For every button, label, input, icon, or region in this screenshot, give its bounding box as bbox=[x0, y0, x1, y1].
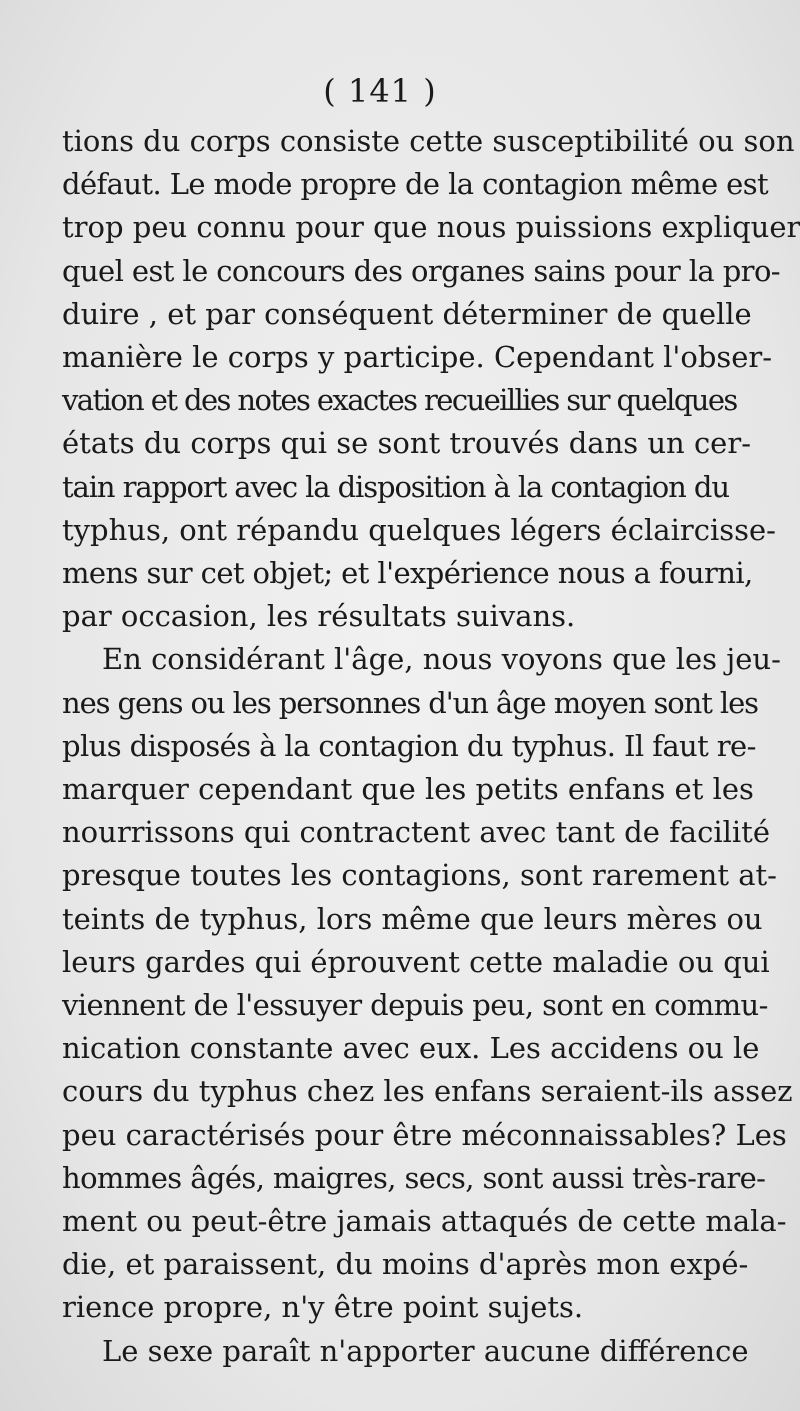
page-number: ( 141 ) bbox=[323, 72, 437, 110]
text-line: die, et paraissent, du moins d'après mon expé- bbox=[62, 1247, 749, 1282]
text-line: duire , et par conséquent déterminer de quelle bbox=[62, 296, 752, 331]
text-line: tions du corps consiste cette susceptibilité ou son bbox=[62, 124, 795, 158]
text-line: teints de typhus, lors même que leurs mères ou bbox=[62, 901, 763, 936]
text-line: états du corps qui se sont trouvés dans un cer- bbox=[62, 426, 752, 461]
text-line: tain rapport avec la disposition à la contagion du bbox=[62, 469, 729, 504]
text-line: cours du typhus chez les enfans seraient-ils assez bbox=[62, 1074, 793, 1109]
text-line: presque toutes les contagions, sont rarement at- bbox=[62, 858, 777, 893]
text-line: peu caractérisés pour être méconnaissables? Les bbox=[62, 1117, 787, 1152]
text-line: ment ou peut-être jamais attaqués de cette mala- bbox=[62, 1204, 787, 1239]
text-line: mens sur cet objet; et l'expérience nous a fourni, bbox=[62, 556, 753, 591]
text-line: viennent de l'essuyer depuis peu, sont en commu- bbox=[62, 988, 768, 1023]
text-line: nourrissons qui contractent avec tant de facilité bbox=[62, 815, 770, 850]
text-line: quel est le concours des organes sains pour la pro- bbox=[62, 253, 781, 288]
text-line: hommes âgés, maigres, secs, sont aussi très-rare- bbox=[62, 1160, 766, 1195]
text-line: En considérant l'âge, nous voyons que les jeu- bbox=[102, 642, 781, 677]
text-line: par occasion, les résultats suivans. bbox=[62, 599, 576, 634]
text-line: marquer cependant que les petits enfans et les bbox=[62, 772, 754, 807]
text-line: nes gens ou les personnes d'un âge moyen sont les bbox=[62, 685, 758, 720]
body-text bbox=[62, 120, 800, 1373]
text-line: défaut. Le mode propre de la contagion même est bbox=[62, 167, 769, 202]
text-line: rience propre, n'y être point sujets. bbox=[62, 1290, 584, 1325]
text-line: typhus, ont répandu quelques légers éclaircisse- bbox=[62, 512, 776, 547]
text-line: manière le corps y participe. Cependant l'obser- bbox=[62, 340, 773, 375]
text-line: Le sexe paraît n'apporter aucune différence bbox=[102, 1333, 749, 1368]
text-line: leurs gardes qui éprouvent cette maladie ou qui bbox=[62, 944, 770, 979]
text-line: plus disposés à la contagion du typhus. Il faut re- bbox=[62, 728, 756, 763]
text-line: nication constante avec eux. Les accidens ou le bbox=[62, 1031, 760, 1066]
text-line: trop peu connu pour que nous puissions expliquer bbox=[62, 210, 800, 245]
text-line: vation et des notes exactes recueillies sur quelques bbox=[62, 383, 737, 418]
